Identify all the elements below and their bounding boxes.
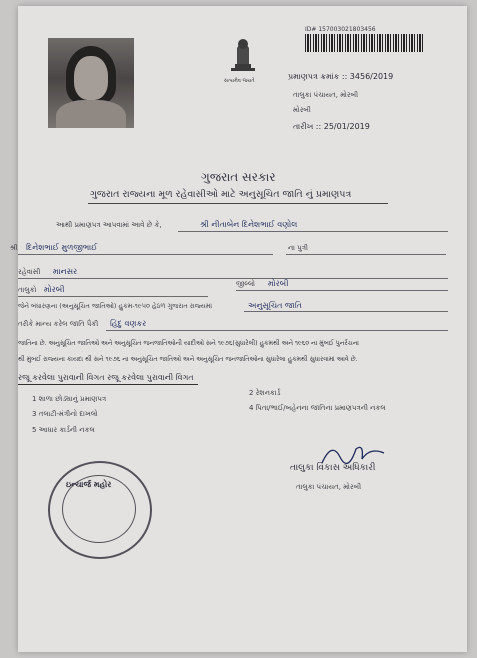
certificate-page: [10, 6, 467, 652]
stamp-text: ઇન્ચાર્જ મહોર: [66, 480, 112, 489]
issue-date: તારીખ :: 25/01/2019: [293, 122, 370, 131]
document-item-4: 4 પિતા/ભાઈ/બહેનના જાતિના પ્રમાણપત્રની નકલ: [249, 404, 386, 412]
taluka-label: તાલુકો: [18, 286, 37, 294]
certificate-number: પ્રમાણપત્ર ક્રમાંક :: 3456/2019: [288, 72, 394, 81]
district-label: જીલ્લો: [236, 280, 255, 288]
order-line: જેને બંધારણના (અનુસૂચિત જાતિઓ) હુકમ-૧૯૫૦ હેઠળ ગુજરાત રાજ્યમાં: [18, 302, 213, 310]
emblem-caption: સત્યમેવ જયતે: [224, 78, 255, 84]
officer-office: તાલુકા પંચાયત, મોરબી: [296, 483, 362, 491]
govt-title: ગુજરાત સરકાર: [201, 170, 276, 184]
issuing-office: તાલુકા પંચાયત, મોરબી: [293, 91, 359, 99]
document-item-2: 2 રેશનકાર્ડ: [249, 389, 281, 397]
father-name: દિનેશભાઈ મુળજીભાઈ: [26, 243, 98, 252]
document-item-3: 3 તલાટી-મંત્રીનો દાખલો: [32, 410, 98, 418]
applicant-photo: [48, 38, 134, 128]
document-item-1: 1 શાળા છોડ્યાનું પ્રમાણપત્ર: [32, 395, 107, 403]
taluka-value: મોરબી: [44, 285, 65, 294]
village-label: રહેવાસી: [18, 268, 41, 276]
official-stamp: [48, 461, 152, 559]
documents-heading: રજૂ કરવેલા પુરાવાની વિગત રજૂ કરવેલા પુરાવાની વિગત: [18, 373, 194, 382]
district-value: મોરબી: [268, 279, 289, 288]
body-paragraph-1: જાતિના છે. અનુસૂચિત જાતિઓ અને અનુસૂચિત જનજાતિઓની યાદીઓ સને ૧૯૭૬(સુધારેલી) હુકમથી અને ૧૯૬૦ ના મુંબઈ પુનર્રચના: [18, 340, 359, 347]
category-value: અનુસૂચિત જાતિ: [248, 301, 302, 310]
document-item-5: 5 આધાર કાર્ડની નકલ: [32, 426, 95, 434]
relation: ના પુત્રી: [288, 244, 309, 252]
body-paragraph-2: થી મુંબઈ રાજ્યના કાયદા થી સને ૧૯૭૬ ના અનુસૂચિત જાતિઓ અને અનુસૂચિત જનજાતિઓના સુધારેલા હુકમથી સુધારવામાં આવે છે.: [18, 356, 358, 363]
certify-label: આથી પ્રમાણપત્ર આપવામાં આવે છે કે,: [56, 221, 162, 229]
officer-designation: તાલુકા વિકાસ અધિકારી: [290, 463, 376, 473]
national-emblem-icon: [225, 34, 261, 84]
village-value: માનસર: [53, 267, 78, 276]
certificate-title: ગુજરાત રાજ્યના મૂળ રહેવાસીઓ માટે અનુસૂચિત જાતિ નું પ્રમાણપત્ર: [90, 189, 352, 200]
barcode: [305, 34, 423, 52]
issuing-district: મોરબી: [293, 106, 311, 114]
applicant-name: શ્રી નીતાબેન દિનેશભાઈ વણોલ: [200, 220, 298, 229]
father-prefix: શ્રી: [10, 244, 18, 252]
caste-value: હિંદુ વણકર: [110, 319, 147, 328]
barcode-number: ID# 157003021803456: [305, 26, 376, 33]
caste-label: તરીકે માન્ય કરેલ જાતિ પૈકી: [18, 320, 99, 328]
